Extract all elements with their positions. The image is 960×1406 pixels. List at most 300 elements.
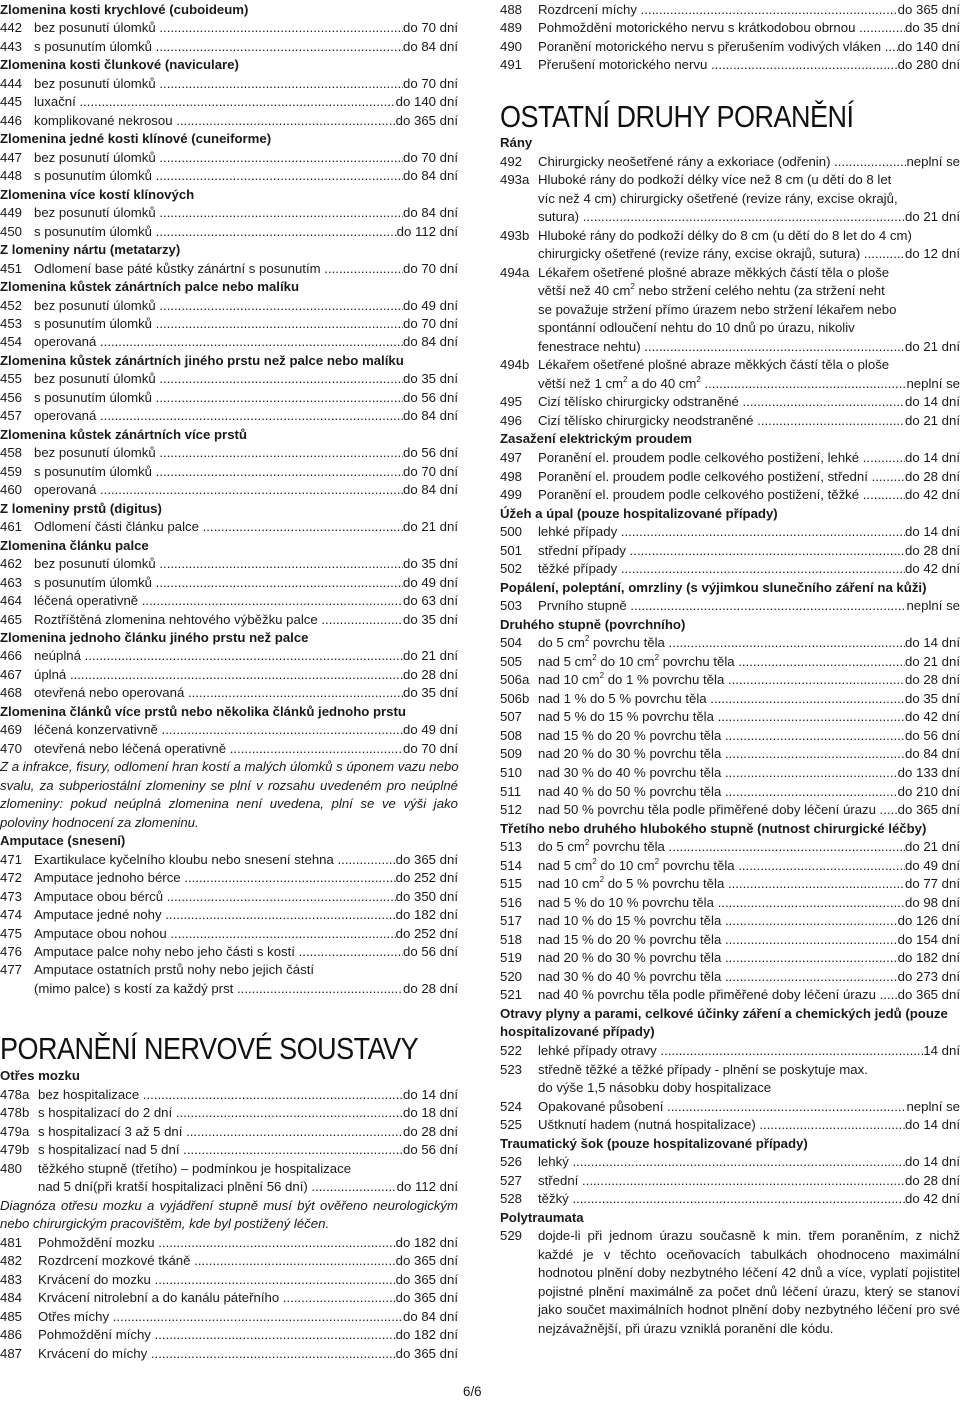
item-code: [500, 1263, 538, 1282]
item-description: Odlomení části článku palce .....: [34, 517, 403, 536]
table-row: [0, 905, 458, 924]
item-code: 469: [0, 722, 23, 738]
item-value: do 154 dní: [897, 931, 960, 947]
table-row: [500, 467, 960, 486]
item-value: neplní se: [906, 598, 960, 614]
table-row-continuation: [500, 1245, 960, 1264]
item-code: 453: [0, 315, 23, 331]
item-description: Odlomení base páté kůstky zánártní s posunutím .....: [34, 259, 403, 278]
item-value: do 365 dní: [897, 802, 960, 818]
item-value: do 84 dní: [905, 746, 960, 762]
item-code: 478b: [0, 1105, 30, 1120]
item-value: do 252 dní: [395, 925, 458, 941]
item-code: 442: [0, 20, 23, 36]
item-code: 455: [0, 371, 23, 387]
table-row: [500, 930, 960, 949]
item-code: 459: [0, 463, 23, 479]
item-value: 14 dní: [923, 1042, 960, 1058]
item-code: 448: [0, 168, 23, 184]
item-description: hodnotou plnění doby nezbytného léčení 42 dnů a více, vyplatí pojistitel: [538, 1265, 960, 1281]
item-code: 464: [0, 593, 23, 609]
item-value: do 28 dní: [403, 666, 458, 682]
item-code: 515: [500, 876, 523, 892]
item-value: do 14 dní: [403, 1086, 458, 1102]
item-description: léčená konzervativně .....: [34, 720, 403, 739]
item-description: Cizí tělísko chirurgicky neodstraněné .....: [538, 411, 905, 430]
item-value: do 21 dní: [403, 519, 458, 535]
item-value: do 35 dní: [905, 690, 960, 706]
item-description: nejzávažnější, při úrazu vzniklá poranění dle kódu.: [538, 1320, 834, 1336]
item-description: Cizí tělísko chirurgicky odstraněné .....: [538, 392, 905, 411]
item-value: do 28 dní: [905, 542, 960, 558]
item-description: bez posunutí úlomků .....: [34, 443, 403, 462]
table-row-continuation: [500, 1078, 960, 1097]
item-code: 495: [500, 394, 523, 410]
item-code: 492: [500, 153, 523, 169]
item-code: 484: [0, 1290, 23, 1305]
item-code: 463: [0, 574, 23, 590]
item-code: 490: [500, 38, 523, 54]
table-row-continuation: [500, 1263, 960, 1282]
table-row-continuation: [0, 960, 458, 979]
item-value: do 182 dní: [395, 907, 458, 923]
item-code: [500, 207, 538, 226]
item-description: pojistné plnění maximálně za počet dnů léčení úrazu, který se stanoví: [538, 1283, 960, 1299]
item-code: 477: [0, 962, 23, 978]
item-description: luxační .....: [34, 92, 396, 111]
table-row-continuation: [500, 263, 960, 282]
item-description: s posunutím úlomků .....: [34, 37, 403, 56]
table-row: [0, 554, 458, 573]
item-code: 461: [0, 519, 23, 535]
item-description: spontánní odloučení nehtu do 10 dnů po úrazu, nikoliv: [538, 320, 855, 336]
item-code: 504: [500, 635, 523, 651]
item-description: bez posunutí úlomků .....: [34, 369, 403, 388]
table-row: [0, 462, 458, 481]
item-description: střední případy .....: [538, 541, 905, 560]
item-value: do 14 dní: [905, 450, 960, 465]
item-description: otevřená nebo léčená operativně .....: [34, 739, 403, 758]
item-description: nad 5 $cm^2$ do 10 $cm^2$ povrchu těla .....: [538, 856, 905, 875]
item-code: 470: [0, 740, 23, 756]
table-row: [500, 18, 960, 37]
table-row: [0, 37, 458, 56]
item-description: nad 5 % do 15 % povrchu těla .....: [538, 707, 905, 726]
item-description: nad 20 % do 30 % povrchu těla .....: [538, 948, 898, 967]
item-value: do 21 dní: [905, 839, 960, 855]
item-description: bez posunutí úlomků .....: [34, 296, 403, 315]
item-value: do 21 dní: [403, 648, 458, 664]
table-row: [500, 541, 960, 560]
table-row: [0, 924, 458, 943]
item-description: chirurgicky ošetřené (revize rány, excise okrajů, sutura) .....: [538, 244, 905, 263]
item-description: Amputace palce nohy nebo jeho části s kostí .....: [34, 942, 403, 961]
table-row-continuation: [500, 281, 960, 300]
section-heading: Druhého stupně (povrchního): [500, 616, 686, 632]
item-code: 505: [500, 653, 523, 669]
item-value: do 365 dní: [897, 987, 960, 1003]
item-code: 465: [0, 611, 23, 627]
table-row: [0, 1325, 458, 1344]
item-code: 518: [500, 931, 523, 947]
table-row: [500, 948, 960, 967]
table-row: [500, 0, 960, 19]
item-code: 481: [0, 1234, 23, 1250]
item-description: s posunutím úlomků .....: [34, 222, 397, 241]
item-description: s posunutím úlomků .....: [34, 573, 403, 592]
item-value: do 84 dní: [403, 38, 458, 54]
section-heading: Úžeh a úpal (pouze hospitalizované případy): [500, 505, 778, 521]
table-row: [500, 652, 960, 671]
item-code: [500, 1282, 538, 1301]
item-value: do 70 dní: [403, 149, 458, 165]
item-description: Uštknutí hadem (nutná hospitalizace) .....: [538, 1115, 905, 1134]
table-row: [500, 55, 960, 74]
table-row: [0, 720, 458, 739]
item-description: středně těžké a těžké případy - plnění se poskytuje max.: [538, 1061, 868, 1077]
item-description: nad 10 $cm^2$ do 1 % povrchu těla .....: [538, 670, 905, 689]
item-code: 516: [500, 894, 523, 910]
item-description: nad 10 % do 15 % povrchu těla .....: [538, 911, 898, 930]
item-value: neplní se: [906, 375, 960, 391]
item-description: bez posunutí úlomků .....: [34, 554, 403, 573]
table-row: [500, 744, 960, 763]
item-description: nad 10 $cm^2$ do 5 % povrchu těla .....: [538, 874, 905, 893]
item-description: Amputace obou nohou .....: [34, 924, 396, 943]
table-row: [0, 203, 458, 222]
table-row-continuation: [500, 1060, 960, 1079]
item-value: do 21 dní: [905, 653, 960, 669]
item-value: do 365 dní: [395, 112, 458, 128]
table-row: [500, 485, 960, 504]
item-value: do 35 dní: [403, 556, 458, 572]
table-row-continuation: [500, 226, 960, 245]
item-description: nad 1 % do 5 % povrchu těla .....: [538, 689, 905, 708]
table-row: [0, 1233, 458, 1252]
item-value: do 49 dní: [403, 297, 458, 313]
table-row: [0, 74, 458, 93]
item-code: 472: [0, 870, 23, 886]
item-value: do 14 dní: [905, 1154, 960, 1170]
item-value: do 49 dní: [403, 722, 458, 738]
item-description: úplná .....: [34, 665, 403, 684]
table-row: [0, 610, 458, 629]
item-description: do výše 1,5 násobku doby hospitalizace: [538, 1080, 772, 1096]
table-row: [0, 850, 458, 869]
item-description: Amputace jedné nohy .....: [34, 905, 396, 924]
item-description: těžkého stupně (třetího) – podmínkou je hospitalizace: [38, 1160, 352, 1176]
item-description: s posunutím úlomků .....: [34, 462, 403, 481]
item-description: s hospitalizací do 2 dní .....: [38, 1103, 403, 1122]
section-heading: Otravy plyny a parami, celkové účinky záření a chemických jedů (pouze: [500, 1005, 948, 1021]
item-code: [500, 1078, 538, 1097]
table-row: [0, 111, 458, 130]
item-description: každé je v těchto oceňovacích tabulkách ohodnoceno maximální: [538, 1246, 960, 1262]
item-description: Amputace obou bérců .....: [34, 887, 396, 906]
table-row: [500, 411, 960, 430]
item-description: s hospitalizací nad 5 dní .....: [38, 1140, 403, 1159]
item-description: bez posunutí úlomků .....: [34, 74, 403, 93]
item-description: neúplná .....: [34, 646, 403, 665]
item-value: do 35 dní: [905, 20, 960, 36]
item-description: s posunutím úlomků .....: [34, 388, 403, 407]
italic-note: nebo chirurgickým pracovištěm, kde byl postižený léčen.: [0, 1216, 330, 1231]
item-description: operovaná .....: [34, 332, 403, 351]
table-row: [500, 1152, 960, 1171]
table-row: [0, 683, 458, 702]
item-code: 451: [0, 260, 23, 276]
table-row: [500, 392, 960, 411]
item-code: 444: [0, 75, 23, 91]
item-code: 450: [0, 223, 23, 239]
item-code: 511: [500, 783, 522, 799]
item-description: operovaná .....: [34, 406, 403, 425]
section-heading: Zlomenina kosti člunkové (naviculare): [0, 57, 239, 73]
item-value: do 56 dní: [905, 727, 960, 743]
item-code: 506b: [500, 690, 530, 706]
item-code: [500, 244, 538, 263]
item-code: 503: [500, 598, 523, 614]
item-description: Chirurgicky neošetřené rány a exkoriace (odřenin) .....: [538, 152, 906, 171]
table-row: [500, 893, 960, 912]
item-code: [500, 318, 538, 337]
table-row: [0, 868, 458, 887]
table-row: [500, 1115, 960, 1134]
item-code: 474: [0, 907, 23, 923]
item-value: do 126 dní: [897, 913, 960, 929]
item-description: Pohmoždění motorického nervu s krátkodobou obrnou .....: [538, 18, 905, 37]
section-heading: Zlomenina jedné kosti klínové (cuneiforme): [0, 131, 272, 147]
item-code: 460: [0, 482, 23, 498]
table-row: [500, 374, 960, 393]
item-value: do 14 dní: [905, 524, 960, 540]
item-code: [500, 337, 538, 356]
item-code: 493b: [500, 227, 530, 243]
item-description: Roztříštěná zlomenina nehtového výběžku palce .....: [34, 610, 403, 629]
section-heading: Zlomenina více kostí klínových: [0, 186, 195, 202]
item-description: nad 30 % do 40 % povrchu těla .....: [538, 967, 898, 986]
table-row: [500, 244, 960, 263]
item-value: do 70 dní: [403, 260, 458, 276]
item-description: s posunutím úlomků .....: [34, 166, 403, 185]
item-description: nad 40 % povrchu těla podle přiměřené doby léčení úrazu .....: [538, 985, 898, 1004]
item-value: do 365 dní: [395, 1345, 458, 1361]
table-row: [0, 296, 458, 315]
table-row: [0, 739, 458, 758]
item-value: do 56 dní: [403, 1142, 458, 1157]
table-row: [500, 726, 960, 745]
table-row-continuation: [500, 1300, 960, 1319]
item-value: do 112 dní: [396, 1179, 458, 1194]
item-code: 502: [500, 561, 523, 577]
item-code: 521: [500, 987, 523, 1003]
item-value: do 63 dní: [403, 593, 458, 609]
table-row: [500, 522, 960, 541]
item-code: 478a: [0, 1086, 30, 1102]
section-heading: Třetího nebo druhého hlubokého stupně (nutnost chirurgické léčby): [500, 820, 927, 836]
item-value: do 98 dní: [905, 894, 960, 910]
section-heading: Otřes mozku: [0, 1068, 80, 1083]
item-value: do 28 dní: [905, 468, 960, 484]
table-row: [500, 37, 960, 56]
table-row-continuation: [500, 170, 960, 189]
table-row: [0, 1270, 458, 1289]
item-code: 485: [0, 1308, 23, 1324]
table-row: [0, 369, 458, 388]
item-description: střední .....: [538, 1171, 905, 1190]
table-row-continuation: [500, 189, 960, 208]
table-row: [500, 337, 960, 356]
table-row: [500, 1189, 960, 1208]
item-code: 466: [0, 648, 23, 664]
item-value: do 12 dní: [905, 246, 960, 262]
item-description: Hluboké rány do podkoží délky do 8 cm (u dětí do 8 let do 4 cm): [538, 227, 912, 243]
item-code: 445: [0, 94, 23, 110]
item-value: do 182 dní: [897, 950, 960, 966]
item-code: 456: [0, 389, 23, 405]
table-row: [0, 646, 458, 665]
item-code: 522: [500, 1042, 523, 1058]
item-code: 486: [0, 1327, 23, 1342]
item-value: do 14 dní: [905, 1117, 960, 1133]
item-code: [500, 300, 538, 319]
item-description: Poranění el. proudem podle celkového postižení, střední .....: [538, 467, 905, 486]
table-row: [500, 670, 960, 689]
item-value: do 28 dní: [403, 1123, 458, 1139]
table-row: [500, 967, 960, 986]
item-code: 506a: [500, 672, 530, 688]
item-description: Poranění motorického nervu s přerušením vodivých vláken .....: [538, 37, 898, 56]
section-heading: Z lomeniny nártu (metatarzy): [0, 242, 181, 258]
item-description: Amputace jednoho bérce .....: [34, 868, 396, 887]
item-value: do 56 dní: [403, 389, 458, 405]
item-description: bez posunutí úlomků .....: [34, 18, 403, 37]
item-description: Rozdrcení mozkové tkáně .....: [38, 1251, 396, 1270]
item-code: 446: [0, 112, 23, 128]
section-title: PORANĚNÍ NERVOVÉ SOUSTAVY: [0, 1032, 419, 1066]
item-description: Krvácení do mozku .....: [38, 1270, 396, 1289]
item-value: do 14 dní: [905, 394, 960, 410]
item-description: nad 20 % do 30 % povrchu těla .....: [538, 744, 905, 763]
italic-note: svalu, za subperiostální zlomeniny se plní v rozsahu uvedeném pro neúplné: [0, 777, 458, 793]
section-heading: Z lomeniny prstů (digitus): [0, 500, 162, 516]
item-value: do 133 dní: [897, 765, 960, 781]
item-description: do 5 $cm^2$ povrchu těla .....: [538, 633, 905, 652]
item-description: Amputace ostatních prstů nohy nebo jejich částí: [34, 962, 315, 978]
item-value: do 365 dní: [395, 1290, 458, 1305]
table-row: [500, 837, 960, 856]
section-heading: Traumatický šok (pouze hospitalizované případy): [500, 1135, 808, 1151]
item-value: do 350 dní: [395, 888, 458, 904]
item-value: do 140 dní: [395, 94, 458, 110]
table-row: [500, 633, 960, 652]
item-value: do 18 dní: [403, 1105, 458, 1120]
table-row: [500, 782, 960, 801]
table-row: [0, 18, 458, 37]
table-row: [0, 1307, 458, 1326]
item-description: nad 5 $cm^2$ do 10 $cm^2$ povrchu těla .....: [538, 652, 905, 671]
section-heading: Zlomenina kůstek zánártních více prstů: [0, 426, 247, 442]
item-description: Opakované působení .....: [538, 1097, 906, 1116]
item-code: 525: [500, 1117, 523, 1133]
section-heading: Zlomenina jednoho článku jiného prstu než palce: [0, 629, 309, 645]
item-value: do 365 dní: [897, 2, 960, 17]
item-value: do 182 dní: [395, 1234, 458, 1250]
item-code: 449: [0, 205, 23, 221]
item-code: 523: [500, 1061, 523, 1077]
item-code: 488: [500, 2, 523, 17]
item-code: 443: [0, 38, 23, 54]
item-code: 509: [500, 746, 523, 762]
item-description: komplikované nekrosou .....: [34, 111, 396, 130]
section-heading: Zlomenina kůstek zánártních palce nebo malíku: [0, 279, 299, 295]
item-code: [500, 1300, 538, 1319]
table-row: [0, 406, 458, 425]
item-code: 517: [500, 913, 523, 929]
item-value: do 21 dní: [905, 412, 960, 428]
item-description: větší než 1 $cm^2$ a do 40 $cm^2$ .....: [538, 374, 906, 393]
table-row: [0, 92, 458, 111]
item-code: 520: [500, 968, 523, 984]
table-row: [0, 388, 458, 407]
section-heading: Zlomenina článků více prstů nebo několika článků jednoho prstu: [0, 703, 406, 719]
item-description: Poranění el. proudem podle celkového postižení, lehké .....: [538, 448, 905, 467]
table-row: [0, 942, 458, 961]
item-value: do 84 dní: [403, 408, 458, 424]
item-code: 493a: [500, 172, 530, 188]
item-value: do 42 dní: [905, 561, 960, 577]
item-value: do 42 dní: [905, 1191, 960, 1207]
item-value: do 70 dní: [403, 463, 458, 479]
table-row: [0, 573, 458, 592]
table-row: [500, 152, 960, 171]
item-code: 524: [500, 1098, 523, 1114]
item-code: [500, 281, 538, 300]
item-value: do 49 dní: [403, 574, 458, 590]
item-code: 519: [500, 950, 523, 966]
item-value: do 49 dní: [905, 857, 960, 873]
item-description: těžké případy .....: [538, 559, 905, 578]
table-row: [0, 332, 458, 351]
table-row-continuation: [500, 355, 960, 374]
table-row: [0, 166, 458, 185]
item-description: větší než 40 $cm^2$ nebo stržení celého nehtu (za stržení neht: [538, 282, 885, 299]
item-code: 494b: [500, 357, 530, 373]
item-description: se považuje stržení přímo úrazem nebo stržení lékařem nebo: [538, 301, 897, 317]
item-code: 458: [0, 445, 23, 461]
item-description: s posunutím úlomků .....: [34, 314, 403, 333]
item-code: 476: [0, 943, 23, 959]
table-row: [500, 1171, 960, 1190]
item-value: do 84 dní: [403, 334, 458, 350]
item-description: nad 15 % do 20 % povrchu těla .....: [538, 930, 898, 949]
item-code: 507: [500, 709, 523, 725]
italic-note: Diagnóza otřesu mozku a vyjádření stupně musí být ověřeno neurologickým: [0, 1197, 458, 1213]
item-value: do 14 dní: [905, 635, 960, 651]
section-heading: Popálení, poleptání, omrzliny (s výjimkou slunečního záření na kůži): [500, 579, 927, 595]
item-description: Krvácení nitrolební a do kanálu páteřního .....: [38, 1288, 396, 1307]
item-description: Otřes míchy .....: [38, 1307, 403, 1326]
table-row: [0, 517, 458, 536]
item-description: lehké případy .....: [538, 522, 905, 541]
item-code: 482: [0, 1253, 23, 1268]
table-row: [0, 591, 458, 610]
section-title: OSTATNÍ DRUHY PORANĚNÍ: [500, 100, 854, 134]
item-code: 497: [500, 450, 523, 465]
item-code: 479b: [0, 1142, 30, 1157]
item-value: do 70 dní: [403, 75, 458, 91]
item-value: do 21 dní: [905, 209, 960, 225]
